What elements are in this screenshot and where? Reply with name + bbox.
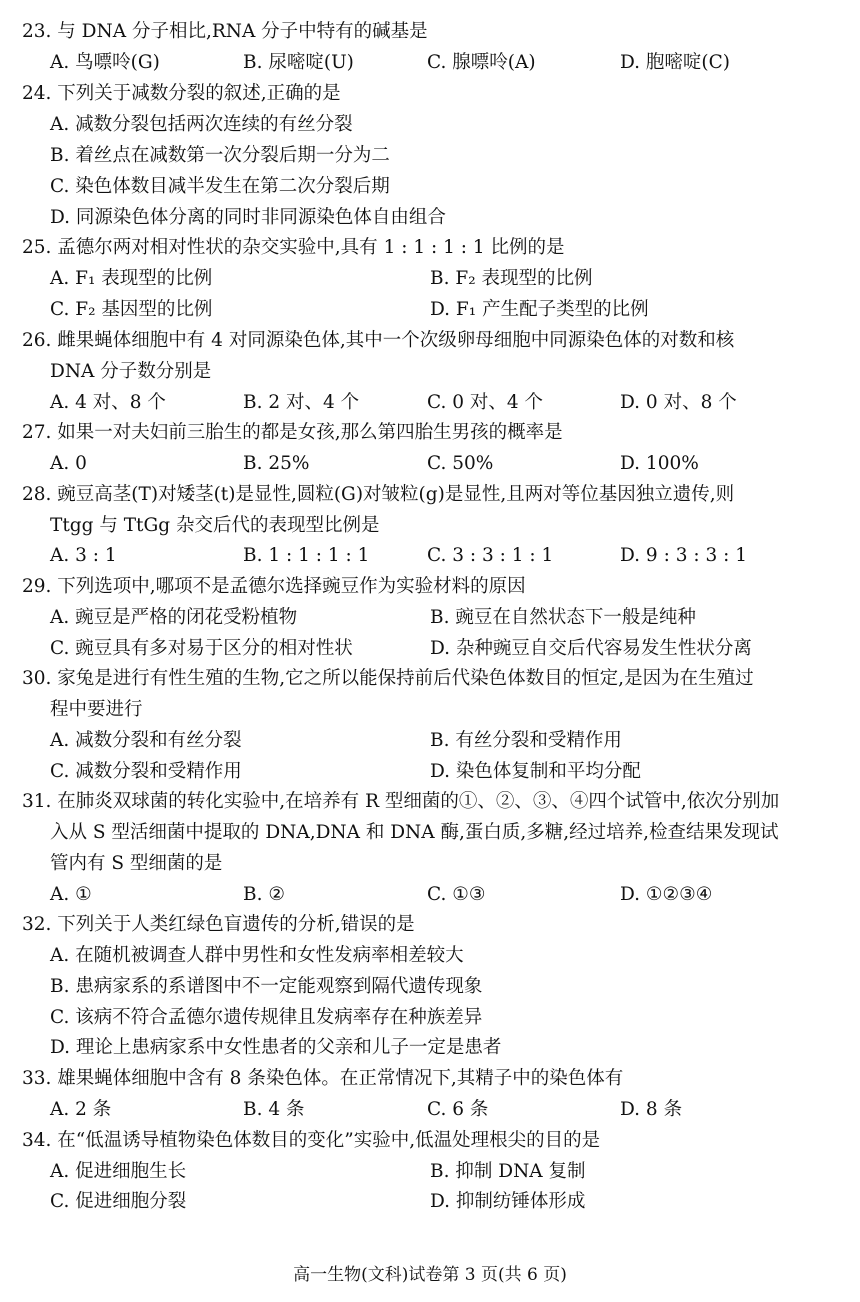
option-b: B. F₂ 表现型的比例 — [430, 268, 593, 289]
question-24-option-b: B. 着丝点在减数第一次分裂后期一分为二 — [50, 145, 390, 166]
option-b: B. 1 : 1 : 1 : 1 — [243, 545, 370, 566]
question-24-stem: 24. 下列关于减数分裂的叙述,正确的是 — [22, 83, 341, 104]
option-a: A. 鸟嘌呤(G) — [50, 52, 160, 73]
option-d: D. 8 条 — [620, 1099, 683, 1120]
question-29-options-row1 — [50, 602, 845, 633]
page-footer: 高一生物(文科)试卷第 3 页(共 6 页) — [293, 1265, 567, 1285]
question-30-options-row2 — [50, 756, 845, 787]
question-25-options-row2 — [50, 294, 845, 325]
question-30-stem-cont: 程中要进行 — [50, 699, 143, 720]
option-d: D. 100% — [620, 453, 699, 474]
question-27-stem: 27. 如果一对夫妇前三胎生的都是女孩,那么第四胎生男孩的概率是 — [22, 422, 563, 443]
question-24-option-a: A. 减数分裂包括两次连续的有丝分裂 — [50, 114, 353, 135]
question-34-stem: 34. 在“低温诱导植物染色体数目的变化”实验中,低温处理根尖的目的是 — [22, 1130, 601, 1151]
question-32-option-d: D. 理论上患病家系中女性患者的父亲和儿子一定是患者 — [50, 1037, 502, 1058]
option-c: C. ①③ — [427, 884, 486, 905]
question-29-stem: 29. 下列选项中,哪项不是孟德尔选择豌豆作为实验材料的原因 — [22, 576, 526, 597]
option-d: D. 胞嘧啶(C) — [620, 52, 731, 73]
option-b: B. ② — [243, 884, 285, 905]
question-27-options — [50, 448, 845, 479]
option-c: C. 豌豆具有多对易于区分的相对性状 — [50, 638, 353, 659]
option-c: C. 6 条 — [427, 1099, 489, 1120]
option-a: A. 促进细胞生长 — [50, 1161, 187, 1182]
question-32-option-c: C. 该病不符合孟德尔遗传规律且发病率存在种族差异 — [50, 1007, 483, 1028]
option-d: D. 抑制纺锤体形成 — [430, 1191, 586, 1212]
question-28-stem-cont: Ttgg 与 TtGg 杂交后代的表现型比例是 — [50, 515, 380, 536]
question-33-stem: 33. 雄果蝇体细胞中含有 8 条染色体。在正常情况下,其精子中的染色体有 — [22, 1068, 624, 1089]
question-26-stem: 26. 雌果蝇体细胞中有 4 对同源染色体,其中一个次级卵母细胞中同源染色体的对数和核 — [22, 330, 735, 351]
option-d: D. 染色体复制和平均分配 — [430, 761, 641, 782]
option-c: C. 0 对、4 个 — [427, 392, 544, 413]
option-c: C. 3 : 3 : 1 : 1 — [427, 545, 554, 566]
option-a: A. 3 : 1 — [50, 545, 117, 566]
question-24-option-d: D. 同源染色体分离的同时非同源染色体自由组合 — [50, 207, 446, 228]
option-a: A. ① — [50, 884, 92, 905]
question-23-stem: 23. 与 DNA 分子相比,RNA 分子中特有的碱基是 — [22, 21, 428, 42]
option-a: A. 豌豆是严格的闭花受粉植物 — [50, 607, 298, 628]
question-26-options — [50, 387, 845, 418]
question-32-option-a: A. 在随机被调查人群中男性和女性发病率相差较大 — [50, 945, 464, 966]
option-d: D. 9 : 3 : 3 : 1 — [620, 545, 747, 566]
option-b: B. 尿嘧啶(U) — [243, 52, 354, 73]
question-34-options-row1 — [50, 1156, 845, 1187]
option-b: B. 豌豆在自然状态下一般是纯种 — [430, 607, 696, 628]
question-31-stem: 31. 在肺炎双球菌的转化实验中,在培养有 R 型细菌的①、②、③、④四个试管中,依次分别加 — [22, 791, 780, 812]
question-31-stem-cont: 入从 S 型活细菌中提取的 DNA,DNA 和 DNA 酶,蛋白质,多糖,经过培养,检查结果发现试 — [50, 822, 779, 843]
question-32-stem: 32. 下列关于人类红绿色盲遗传的分析,错误的是 — [22, 914, 415, 935]
option-b: B. 2 对、4 个 — [243, 392, 360, 413]
option-d: D. 杂种豌豆自交后代容易发生性状分离 — [430, 638, 752, 659]
option-b: B. 4 条 — [243, 1099, 305, 1120]
question-26-stem-cont: DNA 分子数分别是 — [50, 361, 212, 382]
option-d: D. 0 对、8 个 — [620, 392, 737, 413]
option-a: A. 0 — [50, 453, 87, 474]
option-c: C. 促进细胞分裂 — [50, 1191, 187, 1212]
option-c: C. 50% — [427, 453, 494, 474]
question-31-options — [50, 879, 845, 910]
question-25-options-row1 — [50, 263, 845, 294]
question-23-options — [50, 47, 845, 78]
question-31-stem-cont2: 管内有 S 型细菌的是 — [50, 853, 223, 874]
question-24-option-c: C. 染色体数目减半发生在第二次分裂后期 — [50, 176, 390, 197]
option-b: B. 有丝分裂和受精作用 — [430, 730, 622, 751]
option-a: A. F₁ 表现型的比例 — [50, 268, 213, 289]
option-c: C. 减数分裂和受精作用 — [50, 761, 242, 782]
option-c: C. F₂ 基因型的比例 — [50, 299, 213, 320]
option-a: A. 2 条 — [50, 1099, 112, 1120]
question-25-stem: 25. 孟德尔两对相对性状的杂交实验中,具有 1 : 1 : 1 : 1 比例的是 — [22, 237, 565, 258]
option-d: D. ①②③④ — [620, 884, 713, 905]
option-a: A. 减数分裂和有丝分裂 — [50, 730, 242, 751]
option-b: B. 25% — [243, 453, 310, 474]
option-c: C. 腺嘌呤(A) — [427, 52, 536, 73]
question-28-options — [50, 540, 845, 571]
option-a: A. 4 对、8 个 — [50, 392, 166, 413]
question-33-options — [50, 1094, 845, 1125]
question-28-stem: 28. 豌豆高茎(T)对矮茎(t)是显性,圆粒(G)对皱粒(g)是显性,且两对等位基因独立遗传,则 — [22, 484, 735, 505]
question-30-options-row1 — [50, 725, 845, 756]
option-d: D. F₁ 产生配子类型的比例 — [430, 299, 649, 320]
question-30-stem: 30. 家兔是进行有性生殖的生物,它之所以能保持前后代染色体数目的恒定,是因为在生殖过 — [22, 668, 754, 689]
question-34-options-row2 — [50, 1186, 845, 1217]
question-32-option-b: B. 患病家系的系谱图中不一定能观察到隔代遗传现象 — [50, 976, 483, 997]
question-29-options-row2 — [50, 633, 845, 664]
option-b: B. 抑制 DNA 复制 — [430, 1161, 586, 1182]
